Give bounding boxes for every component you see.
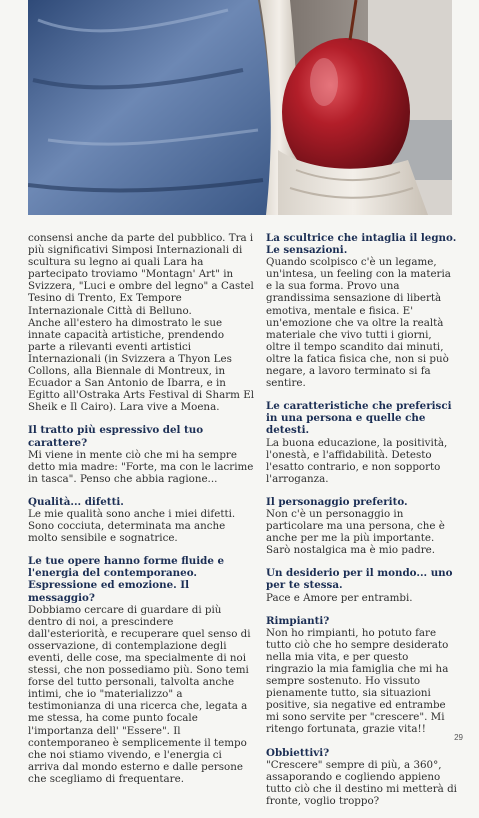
question-heading: Le caratteristiche che preferisci in una persona e quelle che detesti. bbox=[266, 400, 452, 437]
question-heading: Il personaggio preferito. bbox=[266, 495, 408, 508]
answer-paragraph: Pace e Amore per entrambi. bbox=[266, 591, 413, 604]
answer-paragraph: Le mie qualità sono anche i miei difetti. Sono cocciuta, determinata ma anche molto sensibile e sognatrice. bbox=[28, 507, 236, 545]
answer-paragraph: Mi viene in mente ciò che mi ha sempre detto mia madre: "Forte, ma con le lacrime in tasca". Penso che abbia ragione... bbox=[28, 448, 254, 485]
question-heading: Obbiettivi? bbox=[266, 746, 330, 759]
question-heading: Le tue opere hanno forme fluide e l'energia del contemporaneo. Espressione ed emozione. Il messaggio? bbox=[28, 555, 225, 604]
answer-paragraph: La buona educazione, la positività, l'onestà, e l'affidabilità. Detesto l'esatto contrario, e non sopporto l'arroganza. bbox=[266, 436, 448, 485]
sculpture-with-apple-image bbox=[28, 0, 452, 215]
intro-paragraph-2: Anche all'estero ha dimostrato le sue innate capacità artistiche, prendendo parte a rilevanti eventi artistici Internazionali (in Svizzera a Thyon Les Collons, alla Biennale di Montreux, in Ecuador a San Antonio de Ibarra, e in Egitto all'Ostraka Arts Festival di Sharm El Sheik e Il Cairo). Lara vive a Moena. bbox=[28, 316, 254, 414]
answer-paragraph: Non c'è un personaggio in particolare ma una persona, che è anche per me la più importante. Sarò nostalgica ma è mio padre. bbox=[266, 507, 445, 557]
answer-paragraph: "Crescere" sempre di più, a 360°, assaporando e cogliendo appieno tutto ciò che il destino mi metterà di fronte, voglio troppo? bbox=[266, 758, 457, 807]
sculpture-photo bbox=[28, 0, 452, 215]
question-heading: Qualità... difetti. bbox=[28, 495, 124, 508]
question-heading: Un desiderio per il mondo... uno per te stessa. bbox=[266, 567, 453, 592]
intro-paragraph: consensi anche da parte del pubblico. Tra i più significativi Simposi Internazionali di scultura su legno ai quali Lara ha partecipato troviamo "Montagn' Art" in Svizzera, "Luci e ombre del legno" a Castel Tesino di Trento, Ex Tempore Internazionale Città di Belluno. bbox=[28, 232, 254, 317]
question-heading: Il tratto più espressivo del tuo carattere? bbox=[28, 424, 204, 449]
question-heading: La scultrice che intaglia il legno. Le sensazioni. bbox=[266, 232, 457, 257]
left-column bbox=[28, 232, 254, 796]
answer-paragraph: Non ho rimpianti, ho potuto fare tutto ciò che ho sempre desiderato nella mia vita, e per questo ringrazio la mia famiglia che mi ha sempre sostenuto. Ho vissuto pienamente tutto, sia situazioni positive, sia negative ed entrambe mi sono servite per "crescere". Mi ritengo fortunata, grazie vita!! bbox=[266, 626, 449, 736]
answer-paragraph: Dobbiamo cercare di guardare di più dentro di noi, a prescindere dall'esteriorità, e recuperare quel senso di osservazione, di contemplazione degli eventi, delle cose, ma specialmente di noi stessi, che non possediamo più. Sono temi forse del tutto personali, talvolta anche intimi, che io "materializzo" a testimonianza di una ricerca che, legata a me stessa, ha come punto focale l'importanza dell' "Essere". Il contemporaneo è semplicemente il tempo che noi stiamo vivendo, e l'energia ci arriva dal mondo esterno e dalle persone che scegliamo di frequentare. bbox=[28, 603, 251, 785]
question-heading: Rimpianti? bbox=[266, 614, 330, 627]
right-column bbox=[266, 232, 458, 818]
answer-paragraph: Quando scolpisco c'è un legame, un'intesa, un feeling con la materia e la sua forma. Provo una grandissima sensazione di libertà emotiva, mentale e fisica. E' un'emozione che va oltre la realtà materiale che vivo tutti i giorni, oltre il tempo scandito dai minuti, oltre la fatica fisica che, non si può negare, a lavoro terminato si fa sentire. bbox=[266, 256, 451, 390]
page-number: 29 bbox=[454, 733, 463, 742]
